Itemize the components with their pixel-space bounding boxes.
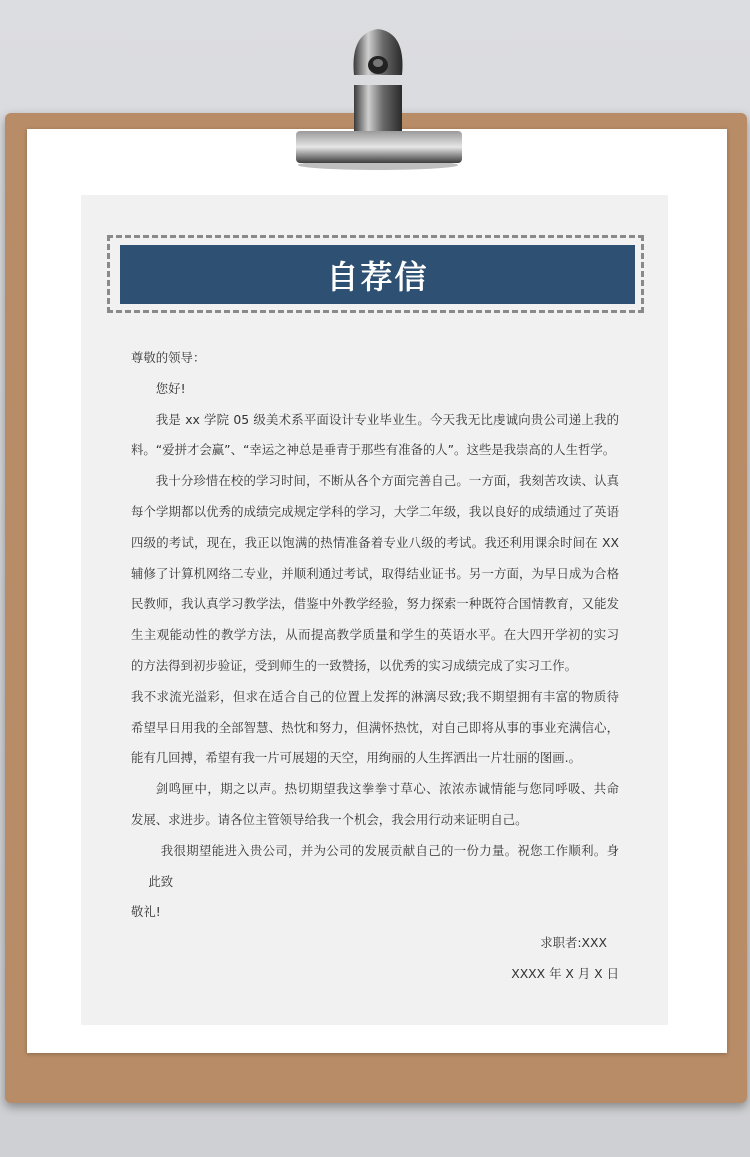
binder-clip-icon: [284, 25, 464, 170]
letter-line: 的方法得到初步验证，受到师生的一致赞扬，以优秀的实习成绩完成了实习工作。: [131, 657, 578, 673]
letter-body: [131, 343, 619, 990]
letter-line: 四级的考试，现在，我正以饱满的热情准备着专业八级的考试。我还利用课余时间在 XX: [131, 534, 619, 550]
letter-line: 剑鸣匣中，期之以声。热切期望我这拳拳寸草心、浓浓赤诚情能与您同呼吸、共命: [155, 781, 619, 797]
letter-line: 每个学期都以优秀的成绩完成规定学科的学习，大学二年级，我以良好的成绩通过了英语: [131, 503, 619, 519]
letter-line: 发展、求进步。请各位主管领导给我一个机会，我会用行动来证明自己。: [131, 811, 528, 827]
letter-line: 敬礼!: [131, 904, 161, 920]
letter-line: 生主观能动性的教学方法，从而提高教学质量和学生的英语水平。在大四开学初的实习: [131, 627, 619, 643]
letter-line: 您好!: [155, 380, 186, 396]
letter-line: 此致: [148, 873, 174, 889]
letter-line: 民教师，我认真学习教学法，借鉴中外教学经验，努力探索一种既符合国情教育，又能发: [131, 596, 619, 612]
letter-line: 我很期望能进入贵公司，并为公司的发展贡献自己的一份力量。祝您工作顺利。身: [160, 842, 619, 858]
letter-line: 料。“爱拼才会赢”、“幸运之神总是垂青于那些有准备的人”。这些是我崇高的人生哲学。: [131, 442, 616, 458]
page-title: 自荐信: [120, 245, 635, 304]
letter-line: 辅修了计算机网络二专业，并顺利通过考试，取得结业证书。另一方面，为早日成为合格: [131, 565, 619, 581]
letter-line: 尊敬的领导：: [131, 350, 206, 365]
date: XXXX 年 X 月 X 日: [511, 965, 619, 981]
letter-line: 能有几回搏，希望有我一片可展翅的天空，用绚丽的人生挥洒出一片壮丽的图画.。: [131, 750, 582, 766]
letter-line: 我十分珍惜在校的学习时间，不断从各个方面完善自己。一方面，我刻苦攻读、认真: [155, 473, 619, 489]
letter-line: 希望早日用我的全部智慧、热忱和努力，但满怀热忱，对自己即将从事的事业充满信心，: [131, 719, 619, 735]
signature: 求职者:XXX: [540, 935, 607, 951]
letter-line: 我不求流光溢彩，但求在适合自己的位置上发挥的淋漓尽致;我不期望拥有丰富的物质待: [131, 688, 619, 704]
letter-line: 我是 xx 学院 05 级美术系平面设计专业毕业生。今天我无比虔诚向贵公司递上我的: [155, 411, 619, 427]
